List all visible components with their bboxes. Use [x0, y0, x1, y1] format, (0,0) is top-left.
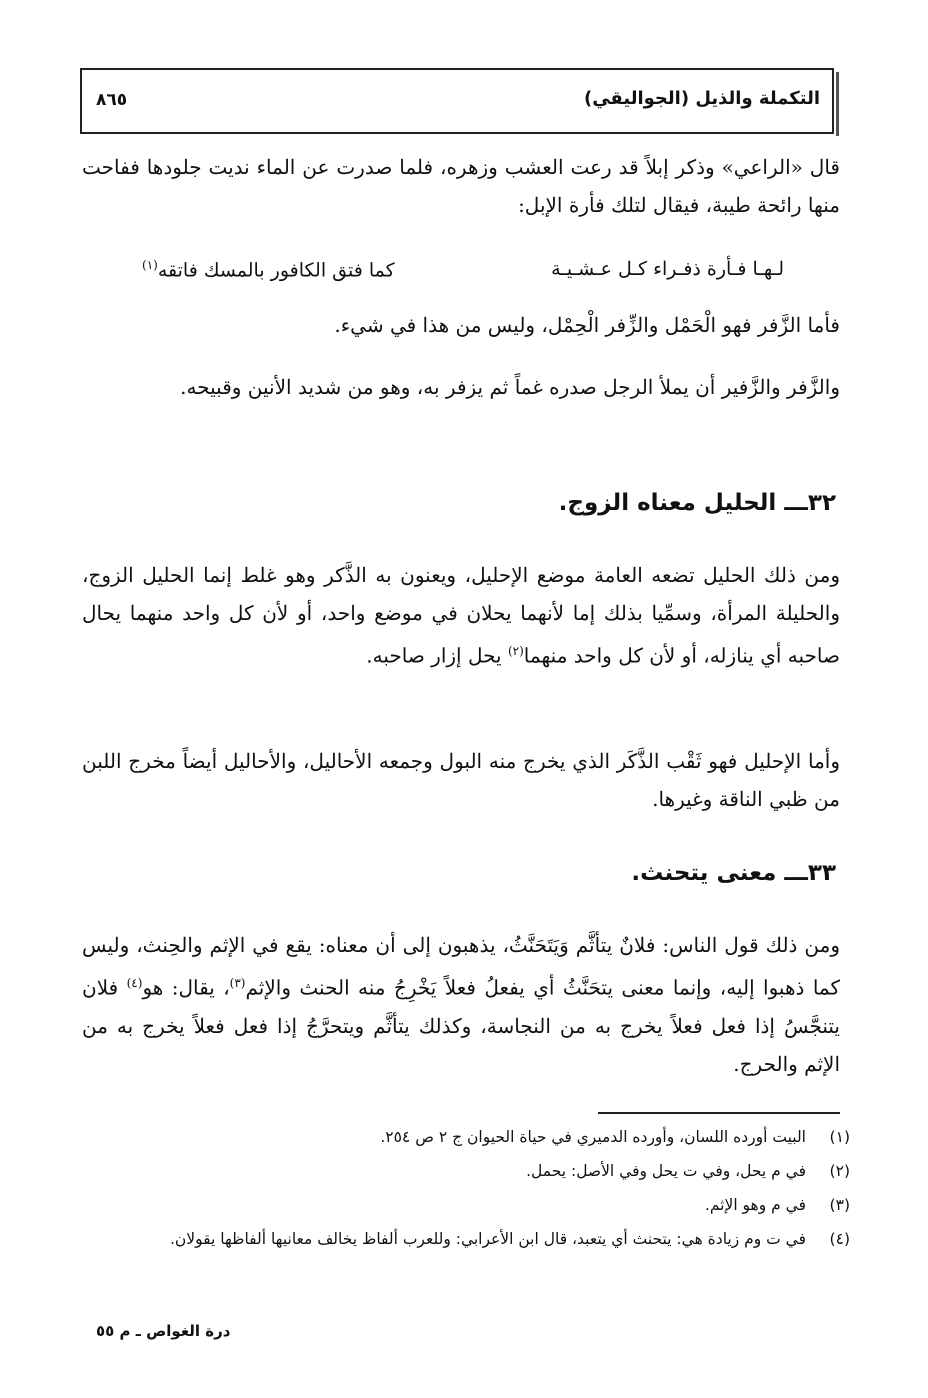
footnote-item	[88, 1124, 850, 1150]
header-title: التكملة والذيل (الجواليقي)	[583, 88, 820, 109]
section-33-text-a: ومن ذلك قول الناس: فلانٌ يتأثَّم وَيَتَحَنَّثُ، يذهبون إلى أن معناه: يقع في الإثم والحِنث، وليس كما ذهبوا إليه، وإنما معنى يتحَنَّثُ أي يفعلُ فعلاً يَخْرِجُ منه الحنث والإثم	[82, 933, 841, 1000]
verse-second-hemistich	[142, 258, 395, 281]
footnote-text: في م يحل، وفي ت يحل وفي الأصل: يحمل.	[526, 1162, 806, 1180]
poetry-verse	[82, 258, 784, 288]
intro-paragraph-2: فأما الزَّفر فهو الْحَمْل والزِّفر الْحِمْل، وليس من هذا في شيء.	[334, 313, 840, 337]
footnote-number: (٤)	[829, 1230, 850, 1248]
section-32-para1-text: ومن ذلك الحليل تضعه العامة موضع الإحليل، ويعنون به الذَّكر وهو غلط إنما الحليل الزوج، والحليلة المرأة، وسمِّيا بذلك إما لأنهما يحلان في موضع واحد، أو لأن كل واحد منهما يحال صاحبه أي ينازله، أو لأن كل واحد منهما	[82, 563, 840, 668]
section-32-para1-end: يحل إزار صاحبه.	[366, 643, 502, 668]
footnote-number: (٣)	[829, 1196, 850, 1214]
section-32-paragraph-1	[82, 556, 840, 675]
section-32-paragraph-2: وأما الإحليل فهو ثَقْب الذَّكَر الذي يخرج منه البول وجمعه الأحاليل، والأحاليل أيضاً مخرج اللبن من ظبي الناقة وغيرها.	[82, 749, 841, 811]
footnote-ref-4: (٤)	[126, 976, 143, 990]
footnote-number: (٢)	[829, 1162, 850, 1180]
footnote-text: البيت أورده اللسان، وأورده الدميري في حياة الحيوان ج ٢ ص ٢٥٤.	[380, 1128, 806, 1146]
page-number: ٨٦٥	[96, 90, 128, 110]
footnote-text: في م وهو الإثم.	[704, 1196, 806, 1214]
verse-second-text: كما فتق الكافور بالمسك فاتقه	[157, 259, 395, 282]
running-header	[80, 68, 834, 134]
intro-paragraph-3: والزَّفر والزَّفير أن يملأ الرجل صدره غماً ثم يزفر به، وهو من شديد الأنين وقبيحه.	[180, 375, 840, 399]
footnote-ref-1: (١)	[142, 258, 158, 272]
footnote-item	[88, 1158, 850, 1184]
footnote-number: (١)	[829, 1128, 850, 1146]
footnote-item	[88, 1226, 850, 1252]
signature-mark: درة الغواص ـ م ٥٥	[96, 1322, 231, 1340]
footnote-ref-3: (٣)	[229, 976, 246, 990]
footnote-separator	[598, 1112, 840, 1114]
verse-first-hemistich: لـهـا فـأرة ذفـراء كـل عـشـيـة	[551, 258, 784, 280]
footnote-text: في ت وم زيادة هي: يتحنث أي يتعبد، قال ابن الأعرابي: وللعرب ألفاظ يخالف معانيها ألفاظها يقولان.	[170, 1230, 806, 1248]
header-box-shadow	[836, 72, 839, 136]
intro-paragraph-1: قال «الراعي» وذكر إبلاً قد رعت العشب وزهره، فلما صدرت عن الماء نديت جلودها ففاحت منها رائحة طيبة، فيقال لتلك فأرة الإبل:	[82, 155, 840, 217]
section-32-heading: ٣٢ـــ الحليل معناه الزوج.	[558, 490, 836, 516]
section-33-paragraph	[82, 926, 840, 1083]
section-33-text-b: ، يقال: هو	[142, 975, 230, 1000]
footnote-ref-2: (٢)	[507, 644, 524, 658]
section-33-text-c: فلان يتنجَّسُ إذا فعل فعلاً يخرج به من النجاسة، وكذلك يتأثَّم ويتحرَّجُ إذا فعل فعلاً يخرج به من الإثم والحرج.	[82, 975, 840, 1076]
footnotes	[88, 1124, 850, 1260]
section-33-heading: ٣٣ـــ معنى يتحنث.	[631, 860, 836, 886]
footnote-item	[88, 1192, 850, 1218]
